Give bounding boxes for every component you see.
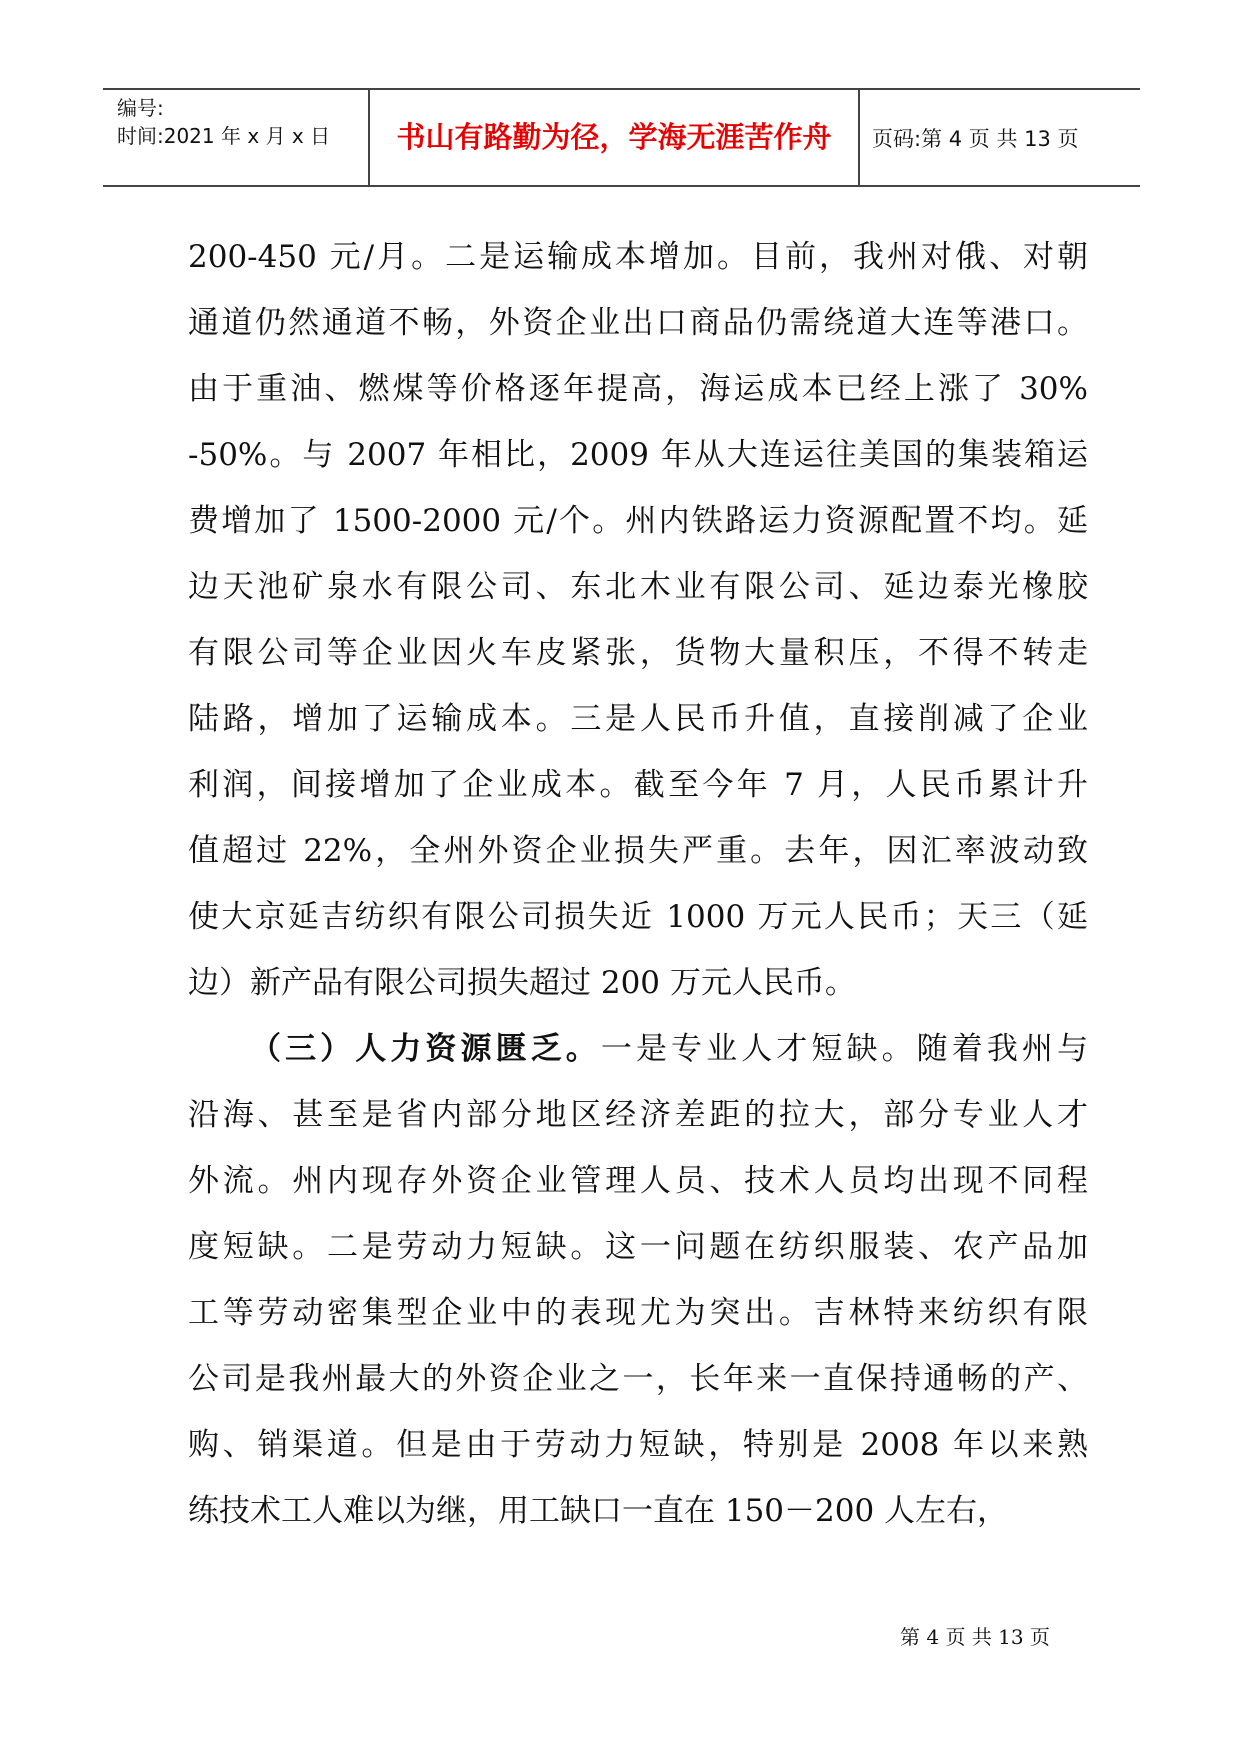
body-line: 200-450 元/月。二是运输成本增加。目前，我州对俄、对朝 — [188, 239, 1088, 275]
page-footer: 第 4 页 共 13 页 — [900, 1625, 1050, 1649]
body-line: 工等劳动密集型企业中的表现尤为突出。吉林特来纺织有限 — [188, 1295, 1088, 1331]
header-left-cell — [103, 90, 368, 185]
body-line: 边天池矿泉水有限公司、东北木业有限公司、延边泰光橡胶 — [188, 569, 1088, 605]
body-line: 沿海、甚至是省内部分地区经济差距的拉大，部分专业人才 — [188, 1097, 1088, 1133]
body-line: 陆路，增加了运输成本。三是人民币升值，直接削减了企业 — [188, 701, 1088, 737]
section-3-first-text: 一是专业人才短缺。随着我州与 — [600, 1031, 1089, 1067]
serial-number-label: 编号: — [117, 96, 164, 120]
body-line: 利润，间接增加了企业成本。截至今年 7 月，人民币累计升 — [188, 767, 1088, 803]
header-middle-cell — [368, 90, 860, 185]
body-line: 通道仍然通道不畅，外资企业出口商品仍需绕道大连等港口。 — [188, 305, 1088, 341]
page-header — [103, 88, 1140, 187]
header-motto: 书山有路勤为径，学海无涯苦作舟 — [396, 120, 832, 154]
section-3-first-line — [188, 1016, 1088, 1082]
body-line: 购、销渠道。但是由于劳动力短缺，特别是 2008 年以来熟 — [188, 1427, 1088, 1463]
header-page-code: 页码:第 4 页 共 13 页 — [872, 127, 1079, 151]
body-line: 值超过 22%，全州外资企业损失严重。去年，因汇率波动致 — [188, 833, 1088, 869]
body-line: -50%。与 2007 年相比，2009 年从大连运往美国的集装箱运 — [188, 437, 1088, 473]
body-line: 由于重油、燃煤等价格逐年提高，海运成本已经上涨了 30% — [188, 371, 1088, 407]
body-text — [188, 224, 1088, 1544]
body-line: 外流。州内现存外资企业管理人员、技术人员均出现不同程 — [188, 1163, 1088, 1199]
body-line: 有限公司等企业因火车皮紧张，货物大量积压，不得不转走 — [188, 635, 1088, 671]
section-3-title: （三）人力资源匮乏。 — [250, 1031, 601, 1067]
body-line: 公司是我州最大的外资企业之一，长年来一直保持通畅的产、 — [188, 1361, 1088, 1397]
time-label: 时间:2021 年 x 月 x 日 — [117, 124, 331, 148]
header-right-cell — [858, 90, 1140, 185]
body-line: 练技术工人难以为继，用工缺口一直在 150－200 人左右， — [188, 1493, 1009, 1529]
body-line: 费增加了 1500-2000 元/个。州内铁路运力资源配置不均。延 — [188, 503, 1088, 539]
body-line: 使大京延吉纺织有限公司损失近 1000 万元人民币；天三（延 — [188, 899, 1088, 935]
body-line: 度短缺。二是劳动力短缺。这一问题在纺织服装、农产品加 — [188, 1229, 1088, 1265]
body-line: 边）新产品有限公司损失超过 200 万元人民币。 — [188, 965, 856, 1001]
